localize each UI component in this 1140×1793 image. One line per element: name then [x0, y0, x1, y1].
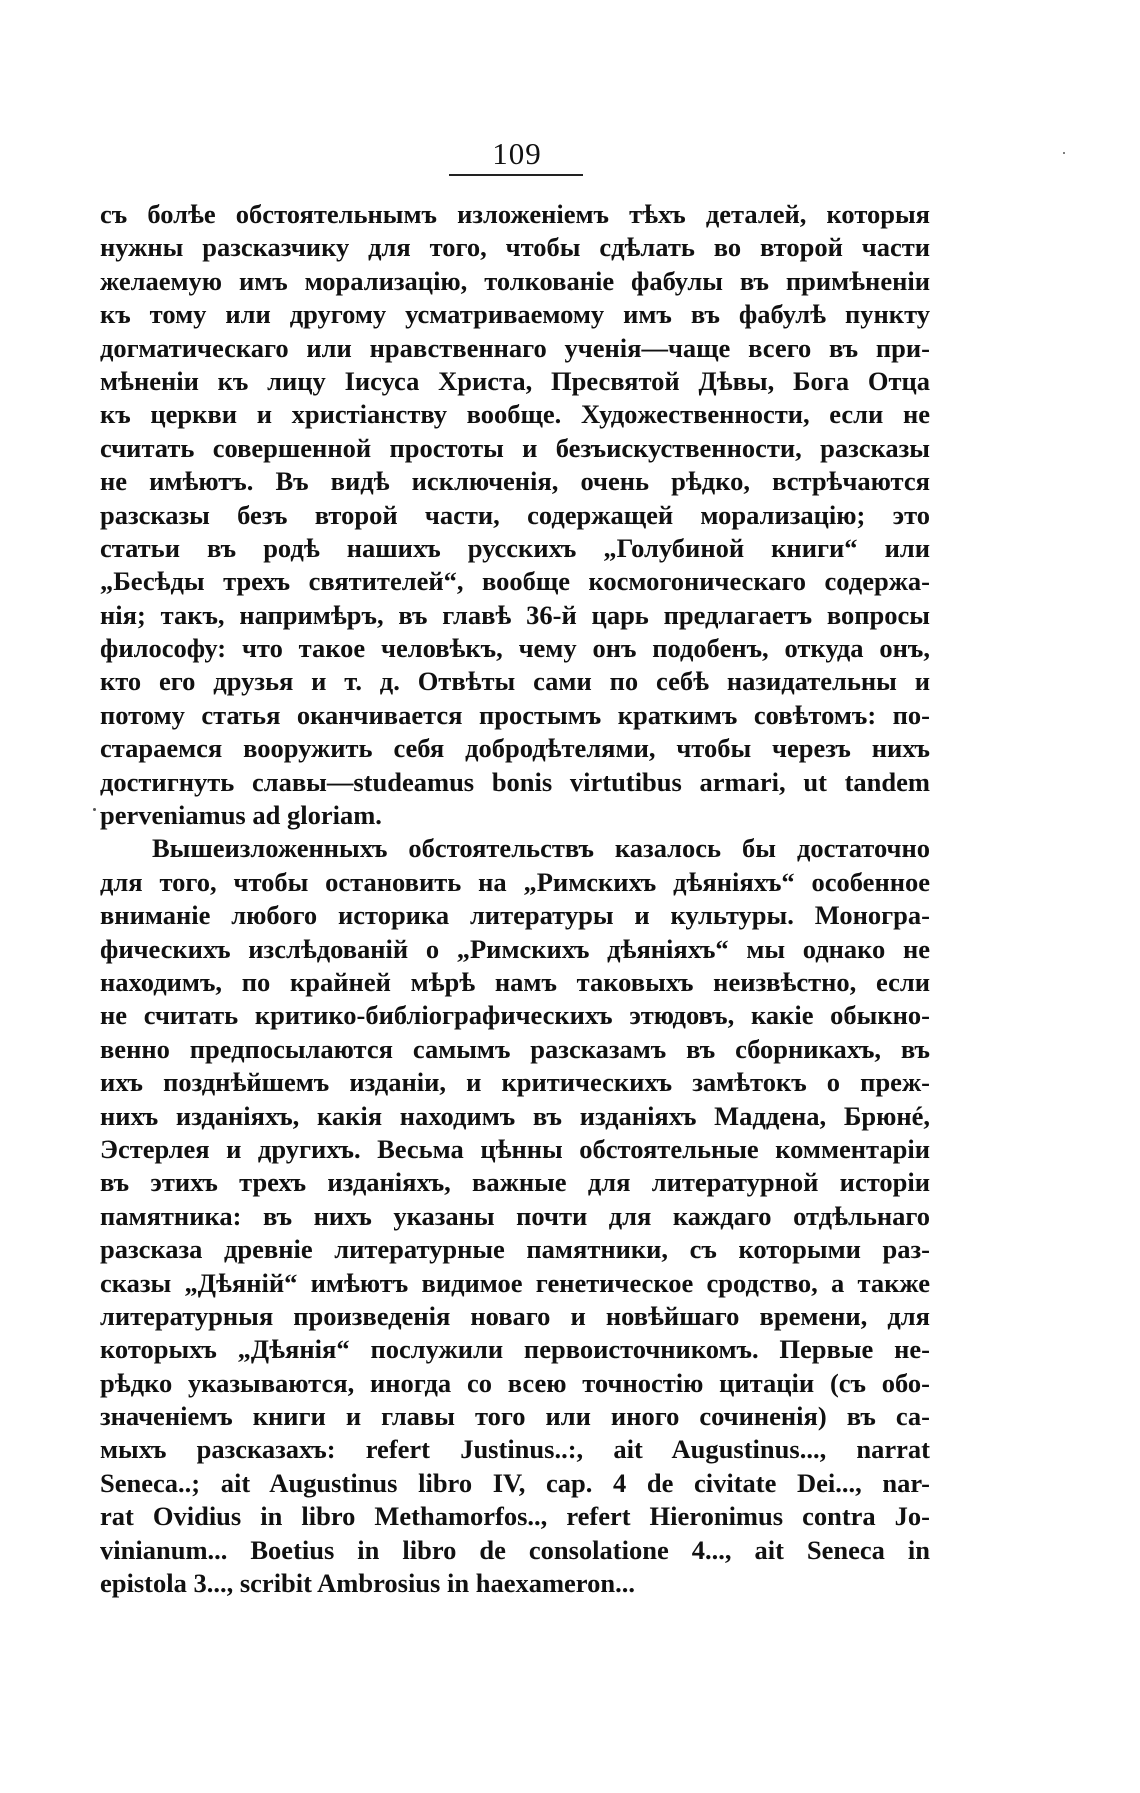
- text-line: Seneca..; ait Augustinus libro IV, cap. 4 de civitate Dei..., nar-: [100, 1467, 930, 1498]
- text-line: vinianum... Boetius in libro de consolatione 4..., ait Seneca in: [100, 1534, 930, 1565]
- text-line: венно предпосылаются самымъ разсказамъ въ сборникахъ, въ: [100, 1033, 930, 1064]
- text-line: достигнуть славы—studeamus bonis virtutibus armari, ut tandem: [100, 766, 930, 797]
- text-line: потому статья оканчивается простымъ краткимъ совѣтомъ: по-: [100, 699, 930, 730]
- text-line: мѣненіи къ лицу Іисуса Христа, Пресвятой Дѣвы, Бога Отца: [100, 365, 930, 396]
- text-line: желаемую имъ морализацію, толкованіе фабулы въ примѣненіи: [100, 265, 930, 296]
- text-line: догматическаго или нравственнаго ученія—чаще всего въ при-: [100, 332, 930, 363]
- scan-speck: [1063, 152, 1065, 154]
- text-line: ихъ позднѣйшемъ изданіи, и критическихъ замѣтокъ о преж-: [100, 1067, 930, 1098]
- scan-speck: [93, 808, 96, 811]
- text-line: фическихъ изслѣдованій о „Римскихъ дѣяніяхъ“ мы однако не: [100, 933, 930, 964]
- text-line: разсказы безъ второй части, содержащей морализацію; это: [100, 499, 930, 530]
- text-line: нія; такъ, напримѣръ, въ главѣ 36-й царь предлагаетъ вопросы: [100, 599, 930, 630]
- text-line: для того, чтобы остановить на „Римскихъ дѣяніяхъ“ особенное: [100, 866, 930, 897]
- text-line: которыхъ „Дѣянія“ послужили первоисточникомъ. Первые не-: [100, 1334, 930, 1365]
- text-line: литературныя произведенія новаго и новѣйшаго времени, для: [100, 1300, 930, 1331]
- text-line: считать совершенной простоты и безъискуственности, разсказы: [100, 432, 930, 463]
- text-line: „Бесѣды трехъ святителей“, вообще космогоническаго содержа-: [100, 566, 930, 597]
- text-line: значеніемъ книги и главы того или иного сочиненія) въ са-: [100, 1401, 930, 1432]
- text-line: къ церкви и христіанству вообще. Худoжественности, если не: [100, 399, 930, 430]
- text-line: памятника: въ нихъ указаны почти для каждаго отдѣльнаго: [100, 1200, 930, 1231]
- text-line: въ этихъ трехъ изданіяхъ, важные для литературной исторіи: [100, 1167, 930, 1198]
- text-line: кто его друзья и т. д. Отвѣты сами по себѣ назидательны и: [100, 666, 930, 697]
- text-line: мыхъ разсказахъ: refert Justinus..:, ait Augustinus..., narrat: [100, 1434, 930, 1465]
- page-number-rule: [449, 174, 583, 176]
- text-line: Эстерлея и другихъ. Весьма цѣнны обстоятельные комментаріи: [100, 1133, 930, 1164]
- text-line: epistola 3..., scribit Ambrosius in haexameron...: [100, 1568, 635, 1599]
- paragraph-2: [100, 832, 930, 1600]
- text-line: стараемся вооружить себя добродѣтелями, чтобы черезъ нихъ: [100, 733, 930, 764]
- text-line: разсказа древніе литературные памятники, съ которыми раз-: [100, 1234, 930, 1265]
- text-line: статьи въ родѣ нашихъ русскихъ „Голубиной книги“ или: [100, 532, 930, 563]
- paragraph-1: [100, 198, 930, 832]
- text-line: Вышеизложенныхъ обстоятельствъ казалось бы достаточно: [152, 833, 930, 864]
- text-line: rat Ovidius in libro Methamorfos.., refert Hieronimus contra Jo-: [100, 1501, 930, 1532]
- page-number: 109: [492, 136, 542, 171]
- text-line: нихъ изданіяхъ, какія находимъ въ изданіяхъ Маддена, Брюнé,: [100, 1100, 930, 1131]
- text-line: не имѣютъ. Въ видѣ исключенія, очень рѣдко, встрѣчаются: [100, 466, 930, 497]
- text-line: философу: что такое человѣкъ, чему онъ подобенъ, откуда онъ,: [100, 633, 930, 664]
- text-line: сказы „Дѣяній“ имѣютъ видимое генетическое сродство, а также: [100, 1267, 930, 1298]
- page-text: [100, 198, 930, 1600]
- text-line: съ болѣе обстоятельнымъ изложеніемъ тѣхъ деталей, которыя: [100, 199, 930, 229]
- text-line: рѣдко указываются, иногда со всею точностію цитаціи (съ обо-: [100, 1367, 930, 1398]
- text-line: нужны разсказчику для того, чтобы сдѣлать во второй части: [100, 232, 930, 263]
- text-line: находимъ, по крайней мѣрѣ намъ таковыхъ неизвѣстно, если: [100, 966, 930, 997]
- text-line: вниманіе любого историка литературы и культуры. Моногра-: [100, 900, 930, 931]
- text-line: не считать критико-библіографическихъ этюдовъ, какіе обыкно-: [100, 1000, 930, 1031]
- text-line: perveniamus ad gloriam.: [100, 800, 382, 831]
- text-line: къ тому или другому усматриваемому имъ въ фабулѣ пункту: [100, 299, 930, 330]
